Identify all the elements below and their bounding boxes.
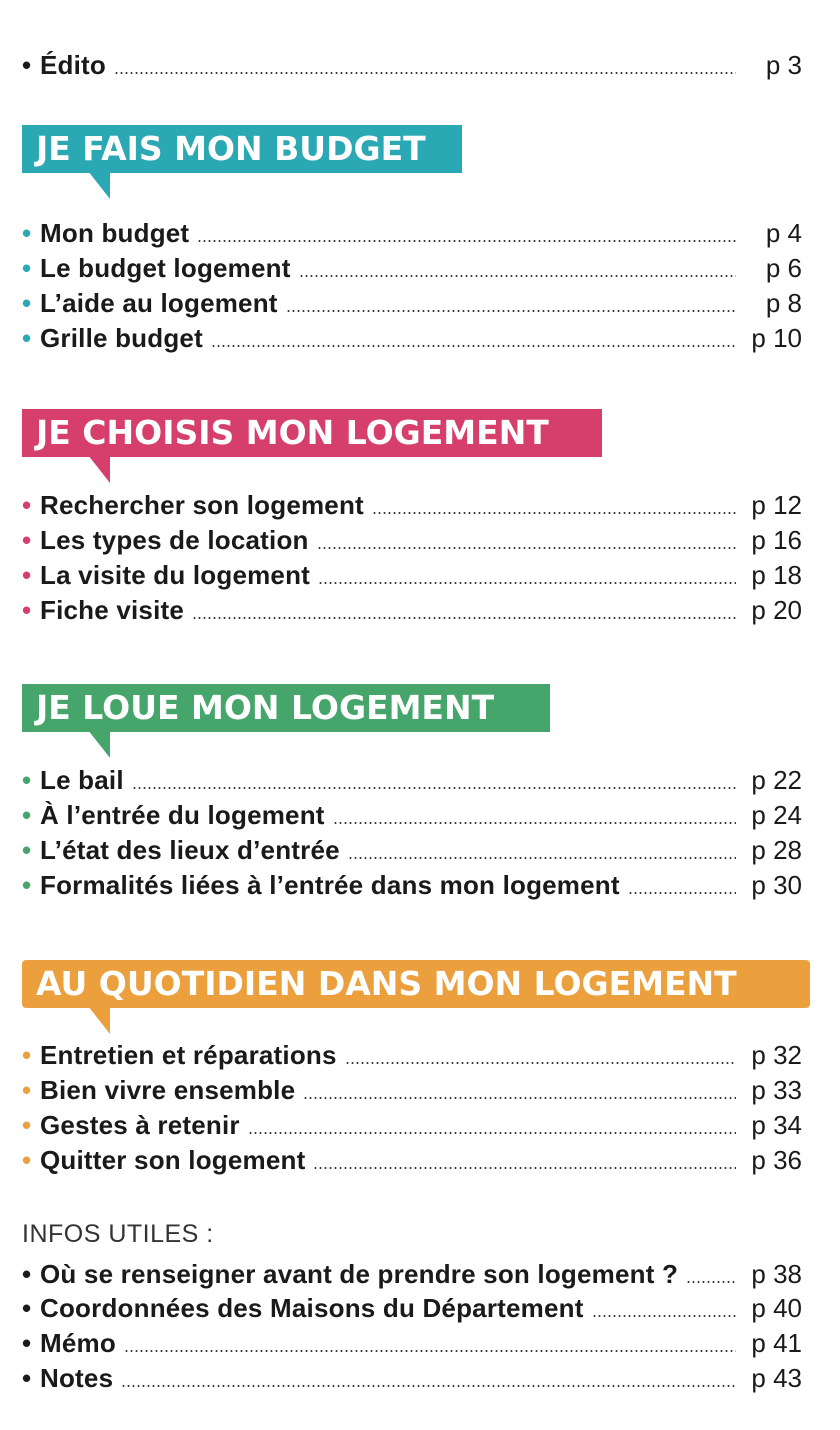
entry-page: p 4 xyxy=(765,218,802,248)
entry-page: p 20 xyxy=(751,595,802,625)
dot-leader xyxy=(372,512,736,514)
dot-leader xyxy=(318,582,736,584)
toc-entry[interactable] xyxy=(22,556,802,590)
dot-leader xyxy=(132,787,736,789)
entry-label: Bien vivre ensemble xyxy=(40,1075,296,1105)
entry-page: p 28 xyxy=(751,835,802,865)
banner-tail xyxy=(88,171,110,199)
dot-leader xyxy=(313,1167,736,1169)
dot-leader xyxy=(345,1062,736,1064)
entry-label: Quitter son logement xyxy=(40,1145,306,1175)
toc-entry[interactable] xyxy=(22,1071,802,1105)
toc-entry[interactable] xyxy=(22,866,802,900)
entry-label: L’état des lieux d’entrée xyxy=(40,835,340,865)
toc-entry[interactable] xyxy=(22,1036,802,1070)
entry-page: p 18 xyxy=(751,560,802,590)
bullet: • xyxy=(22,765,32,795)
dot-leader xyxy=(333,822,736,824)
dot-leader xyxy=(286,310,736,312)
dot-leader xyxy=(121,1385,736,1387)
toc-entry-edito[interactable] xyxy=(22,46,802,80)
toc-entry[interactable] xyxy=(22,796,802,830)
entry-label: Grille budget xyxy=(40,323,203,353)
bullet: • xyxy=(22,870,32,900)
section-title: JE CHOISIS MON LOGEMENT xyxy=(36,413,549,452)
toc-entry[interactable] xyxy=(22,1289,802,1323)
bullet: • xyxy=(22,288,32,318)
entry-page: p 30 xyxy=(751,870,802,900)
section-banner-quotidien xyxy=(22,960,810,1008)
entry-label: Entretien et réparations xyxy=(40,1040,337,1070)
entry-label: L’aide au logement xyxy=(40,288,278,318)
toc-entry[interactable] xyxy=(22,1359,802,1393)
toc-entry[interactable] xyxy=(22,214,802,248)
entry-label: Gestes à retenir xyxy=(40,1110,240,1140)
toc-entry[interactable] xyxy=(22,249,802,283)
bullet: • xyxy=(22,50,32,80)
entry-page: p 43 xyxy=(751,1363,802,1393)
section-banner-choisis xyxy=(22,409,602,457)
toc-entry[interactable] xyxy=(22,761,802,795)
bullet: • xyxy=(22,560,32,590)
entry-label: Fiche visite xyxy=(40,595,185,625)
bullet: • xyxy=(22,1363,32,1393)
dot-leader xyxy=(114,72,736,74)
bullet: • xyxy=(22,1145,32,1175)
dot-leader xyxy=(192,617,736,619)
bullet: • xyxy=(22,525,32,555)
section-title: JE LOUE MON LOGEMENT xyxy=(36,688,495,727)
entry-page: p 34 xyxy=(751,1110,802,1140)
section-banner-loue xyxy=(22,684,550,732)
entry-label: Le budget logement xyxy=(40,253,291,283)
entry-page: p 12 xyxy=(751,490,802,520)
entry-label: À l’entrée du logement xyxy=(40,800,325,830)
entry-page: p 8 xyxy=(765,288,802,318)
dot-leader xyxy=(317,547,736,549)
bullet: • xyxy=(22,835,32,865)
entry-label: Coordonnées des Maisons du Département xyxy=(40,1293,584,1323)
bullet: • xyxy=(22,253,32,283)
bullet: • xyxy=(22,800,32,830)
entry-page: p 22 xyxy=(751,765,802,795)
entry-page: p 24 xyxy=(751,800,802,830)
entry-page: p 38 xyxy=(751,1259,802,1289)
toc-entry[interactable] xyxy=(22,521,802,555)
section-banner-budget xyxy=(22,125,462,173)
entry-label: Mon budget xyxy=(40,218,190,248)
toc-entry[interactable] xyxy=(22,1106,802,1140)
entry-page: p 41 xyxy=(751,1328,802,1358)
entry-page: p 16 xyxy=(751,525,802,555)
dot-leader xyxy=(197,240,736,242)
entry-page: p 10 xyxy=(751,323,802,353)
toc-entry[interactable] xyxy=(22,591,802,625)
bullet: • xyxy=(22,323,32,353)
banner-tail xyxy=(88,455,110,483)
toc-entry[interactable] xyxy=(22,1255,802,1289)
entry-page: p 33 xyxy=(751,1075,802,1105)
entry-label: Où se renseigner avant de prendre son logement ? xyxy=(40,1259,679,1289)
bullet: • xyxy=(22,1328,32,1358)
entry-label: Notes xyxy=(40,1363,114,1393)
dot-leader xyxy=(348,857,736,859)
entry-label: Les types de location xyxy=(40,525,309,555)
bullet: • xyxy=(22,1110,32,1140)
toc-entry[interactable] xyxy=(22,1141,802,1175)
dot-leader xyxy=(211,345,736,347)
entry-page: p 32 xyxy=(751,1040,802,1070)
dot-leader xyxy=(248,1132,736,1134)
dot-leader xyxy=(303,1097,736,1099)
toc-entry[interactable] xyxy=(22,284,802,318)
entry-page: p 36 xyxy=(751,1145,802,1175)
dot-leader xyxy=(686,1281,736,1283)
toc-entry[interactable] xyxy=(22,1324,802,1358)
entry-page: p 40 xyxy=(751,1293,802,1323)
toc-entry[interactable] xyxy=(22,831,802,865)
entry-label: Mémo xyxy=(40,1328,116,1358)
toc-entry[interactable] xyxy=(22,486,802,520)
bullet: • xyxy=(22,1259,32,1289)
bullet: • xyxy=(22,218,32,248)
dot-leader xyxy=(299,275,736,277)
bullet: • xyxy=(22,490,32,520)
bullet: • xyxy=(22,1293,32,1323)
entry-label: La visite du logement xyxy=(40,560,311,590)
dot-leader xyxy=(628,892,736,894)
bullet: • xyxy=(22,1040,32,1070)
entry-label: Formalités liées à l’entrée dans mon logement xyxy=(40,870,620,900)
dot-leader xyxy=(592,1315,736,1317)
banner-tail xyxy=(88,1006,110,1034)
toc-entry[interactable] xyxy=(22,319,802,353)
dot-leader xyxy=(124,1350,736,1352)
entry-label: Le bail xyxy=(40,765,124,795)
bullet: • xyxy=(22,1075,32,1105)
bullet: • xyxy=(22,595,32,625)
section-title: JE FAIS MON BUDGET xyxy=(36,129,426,168)
entry-page: p 6 xyxy=(765,253,802,283)
infos-heading: INFOS UTILES : xyxy=(22,1220,214,1248)
entry-label: Rechercher son logement xyxy=(40,490,364,520)
banner-tail xyxy=(88,730,110,758)
section-title: AU QUOTIDIEN DANS MON LOGEMENT xyxy=(36,964,737,1003)
entry-page: p 3 xyxy=(765,50,802,80)
entry-label: Édito xyxy=(40,50,106,80)
